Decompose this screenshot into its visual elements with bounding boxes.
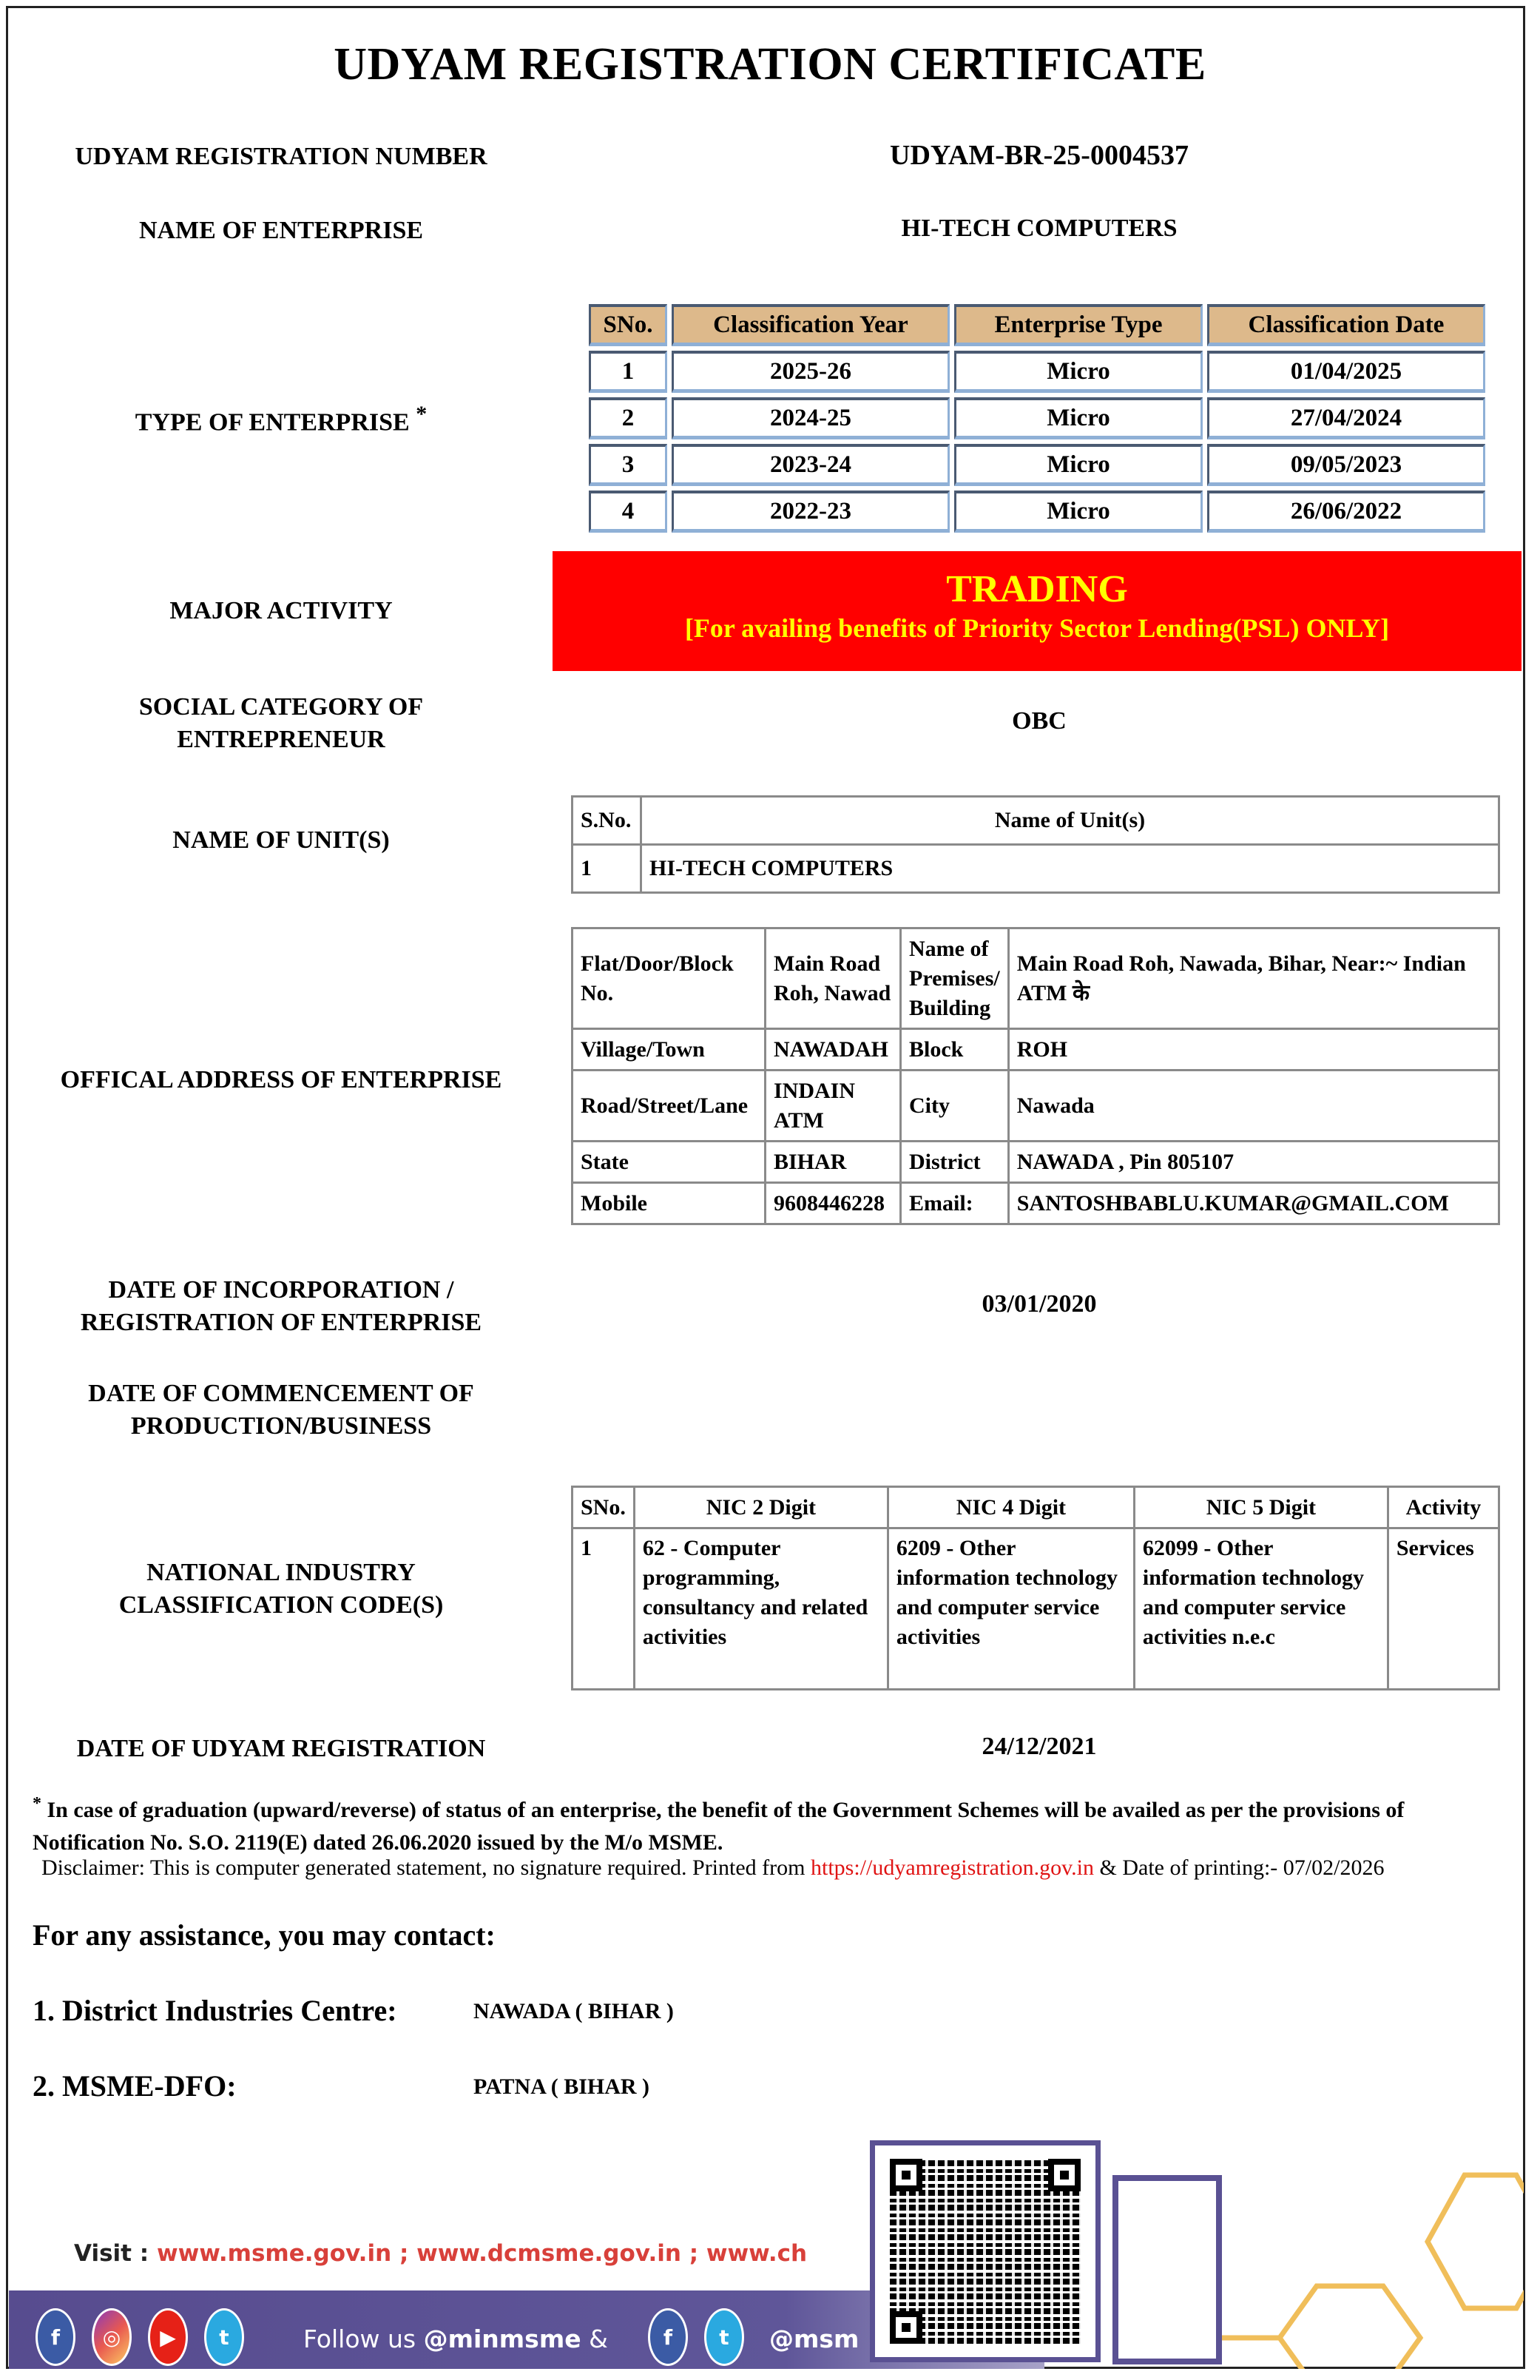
cell-value: NAWADA , Pin 805107 xyxy=(1008,1142,1499,1183)
social-category-label-line2: ENTREPRENEUR xyxy=(177,726,385,753)
cell-key: District xyxy=(901,1142,1009,1183)
follow-amp: & xyxy=(581,2325,608,2353)
cell-key: Name of Premises/ Building xyxy=(901,928,1009,1029)
contact-dic-label: 1. District Industries Centre: xyxy=(33,1994,397,2027)
enterprise-name-label: NAME OF ENTERPRISE xyxy=(138,217,424,244)
cell-sno: 3 xyxy=(589,444,667,486)
follow-handle-minmsme[interactable]: @minmsme xyxy=(423,2325,581,2353)
col-header-type: Enterprise Type xyxy=(954,304,1203,346)
enterprise-type-label-text: TYPE OF ENTERPRISE xyxy=(135,408,410,436)
nic-label-line2: CLASSIFICATION CODE(S) xyxy=(118,1591,444,1619)
assistance-heading: For any assistance, you may contact: xyxy=(33,1918,496,1952)
social-category-value: OBC xyxy=(1012,707,1067,735)
col-header-nic4: NIC 4 Digit xyxy=(888,1487,1134,1528)
cell-nic4: 6209 - Other information technology and computer service activities xyxy=(888,1528,1134,1690)
footnote-text: In case of graduation (upward/reverse) of status of an enterprise, the benefit of the Government Schemes will be availed as per the provisions of Notification No. S.O. 2119(E) dated 26.06.2020 issued by the M/o MSME. xyxy=(33,1798,1405,1855)
cell-key: State xyxy=(573,1142,766,1183)
col-header-date: Classification Date xyxy=(1207,304,1485,346)
cell-type: Micro xyxy=(954,351,1203,393)
visit-prefix: Visit : xyxy=(74,2240,157,2267)
certificate-title: UDYAM REGISTRATION CERTIFICATE xyxy=(334,39,1206,90)
disclaimer-suffix: & Date of printing:- 07/02/2026 xyxy=(1094,1855,1385,1880)
col-header-sno: SNo. xyxy=(573,1487,635,1528)
cell-value: BIHAR xyxy=(766,1142,901,1183)
cell-sno: 2 xyxy=(589,397,667,439)
col-header-nic5: NIC 5 Digit xyxy=(1134,1487,1388,1528)
cell-date: 09/05/2023 xyxy=(1207,444,1485,486)
cell-value: Main Road Roh, Nawada, Bihar, Near:~ Indian ATM के xyxy=(1008,928,1499,1029)
table-row xyxy=(589,444,1485,486)
col-header-sno: SNo. xyxy=(589,304,667,346)
udyam-date-label: DATE OF UDYAM REGISTRATION xyxy=(76,1735,486,1762)
cell-date: 01/04/2025 xyxy=(1207,351,1485,393)
follow-prefix: Follow us xyxy=(303,2325,424,2353)
cell-key: Email: xyxy=(901,1183,1009,1224)
cell-value: Nawada xyxy=(1008,1071,1499,1142)
visit-links xyxy=(74,2240,807,2267)
email-value: SANTOSHBABLU.KUMAR@GMAIL.COM xyxy=(1008,1183,1499,1224)
commencement-label-line2: PRODUCTION/BUSINESS xyxy=(130,1412,432,1440)
contact-dic-value: NAWADA ( BIHAR ) xyxy=(473,1999,674,2023)
major-activity-label: MAJOR ACTIVITY xyxy=(169,597,393,624)
major-activity-note: [For availing benefits of Priority Sector Lending(PSL) ONLY] xyxy=(684,613,1390,643)
instagram-icon[interactable]: ◎ xyxy=(92,2308,132,2366)
col-header-unit-name: Name of Unit(s) xyxy=(641,797,1499,845)
cell-value: 9608446228 xyxy=(766,1183,901,1224)
disclaimer xyxy=(41,1855,1521,1881)
cell-key: Mobile xyxy=(573,1183,766,1224)
cell-key: Village/Town xyxy=(573,1029,766,1071)
major-activity-box xyxy=(553,551,1522,671)
hexagon-shape xyxy=(1428,2175,1524,2308)
cell-value: Main Road Roh, Nawad xyxy=(766,928,901,1029)
cell-nic2: 62 - Computer programming, consultancy and related activities xyxy=(634,1528,888,1690)
nic-header-row xyxy=(573,1487,1499,1528)
cell-sno: 4 xyxy=(589,491,667,533)
address-label: OFFICAL ADDRESS OF ENTERPRISE xyxy=(60,1066,502,1093)
nic-label xyxy=(30,1557,533,1622)
graduation-footnote xyxy=(33,1787,1512,1859)
photo-placeholder-box xyxy=(1112,2175,1222,2364)
udyam-date-value: 24/12/2021 xyxy=(982,1733,1097,1760)
cell-key: Block xyxy=(901,1029,1009,1071)
cell-value: INDAIN ATM xyxy=(766,1071,901,1142)
units-table xyxy=(571,795,1500,894)
cell-year: 2022-23 xyxy=(672,491,950,533)
cell-type: Micro xyxy=(954,397,1203,439)
cell-activity: Services xyxy=(1388,1528,1499,1690)
nic-table xyxy=(571,1486,1500,1690)
social-category-label-line1: SOCIAL CATEGORY OF xyxy=(138,693,424,721)
incorporation-date: 03/01/2020 xyxy=(982,1290,1097,1318)
qr-finder-pattern xyxy=(1048,2159,1081,2191)
commencement-label xyxy=(30,1378,533,1443)
follow-handle-msme-text[interactable]: @msm xyxy=(769,2325,860,2353)
cell-sno: 1 xyxy=(573,1528,635,1690)
registration-number-label: UDYAM REGISTRATION NUMBER xyxy=(75,143,487,170)
table-row xyxy=(573,845,1499,893)
footnote-asterisk: * xyxy=(33,1794,41,1813)
nic-label-line1: NATIONAL INDUSTRY xyxy=(146,1559,416,1586)
col-header-sno: S.No. xyxy=(573,797,641,845)
table-row xyxy=(573,1142,1499,1183)
classification-table xyxy=(584,300,1490,537)
units-header-row xyxy=(573,797,1499,845)
follow-handle-msme xyxy=(769,2325,859,2353)
cell-type: Micro xyxy=(954,491,1203,533)
table-row xyxy=(573,1029,1499,1071)
hexagon-shape xyxy=(1280,2286,1420,2369)
enterprise-name-value: HI-TECH COMPUTERS xyxy=(901,215,1178,242)
cell-nic5: 62099 - Other information technology and computer service activities n.e.c xyxy=(1134,1528,1388,1690)
col-header-nic2: NIC 2 Digit xyxy=(634,1487,888,1528)
facebook-icon[interactable]: f xyxy=(36,2308,75,2366)
classification-header-row xyxy=(589,304,1485,346)
contact-msme-dfo-label: 2. MSME-DFO: xyxy=(33,2069,237,2103)
cell-sno: 1 xyxy=(589,351,667,393)
major-activity-value: TRADING xyxy=(946,568,1128,610)
qr-code[interactable] xyxy=(890,2159,1081,2344)
cell-key: City xyxy=(901,1071,1009,1142)
table-row xyxy=(573,1071,1499,1142)
contact-msme-dfo-value: PATNA ( BIHAR ) xyxy=(473,2074,650,2099)
youtube-icon[interactable]: ▶ xyxy=(148,2308,188,2366)
cell-date: 27/04/2024 xyxy=(1207,397,1485,439)
incorporation-label xyxy=(30,1274,533,1339)
facebook-icon[interactable]: f xyxy=(648,2308,688,2366)
table-row xyxy=(589,351,1485,393)
qr-finder-pattern xyxy=(890,2311,922,2344)
incorporation-label-line1: DATE OF INCORPORATION / xyxy=(108,1276,454,1304)
units-label: NAME OF UNIT(S) xyxy=(172,826,390,854)
table-row xyxy=(589,491,1485,533)
table-row xyxy=(589,397,1485,439)
cell-year: 2023-24 xyxy=(672,444,950,486)
twitter-icon[interactable]: t xyxy=(204,2308,244,2366)
cell-year: 2025-26 xyxy=(672,351,950,393)
cell-key: Road/Street/Lane xyxy=(573,1071,766,1142)
cell-key: Flat/Door/Block No. xyxy=(573,928,766,1029)
col-header-year: Classification Year xyxy=(672,304,950,346)
cell-value: ROH xyxy=(1008,1029,1499,1071)
qr-finder-pattern xyxy=(890,2159,922,2191)
qr-code-box xyxy=(870,2140,1101,2362)
cell-sno: 1 xyxy=(573,845,641,893)
commencement-label-line1: DATE OF COMMENCEMENT OF xyxy=(88,1380,474,1407)
table-row xyxy=(573,1183,1499,1224)
enterprise-type-label xyxy=(30,398,533,439)
twitter-icon[interactable]: t xyxy=(704,2308,744,2366)
cell-unit-name: HI-TECH COMPUTERS xyxy=(641,845,1499,893)
table-row xyxy=(573,1528,1499,1690)
follow-us-text xyxy=(303,2325,608,2353)
col-header-activity: Activity xyxy=(1388,1487,1499,1528)
cell-year: 2024-25 xyxy=(672,397,950,439)
visit-urls[interactable]: www.msme.gov.in ; www.dcmsme.gov.in ; www.ch xyxy=(156,2240,808,2267)
registration-number-value: UDYAM-BR-25-0004537 xyxy=(890,140,1189,171)
enterprise-type-asterisk: * xyxy=(416,402,428,426)
cell-value: NAWADAH xyxy=(766,1029,901,1071)
table-row xyxy=(573,928,1499,1029)
udyam-portal-link[interactable]: https://udyamregistration.gov.in xyxy=(810,1855,1094,1880)
cell-type: Micro xyxy=(954,444,1203,486)
disclaimer-prefix: Disclaimer: This is computer generated statement, no signature required. Printed from xyxy=(41,1855,811,1880)
cell-date: 26/06/2022 xyxy=(1207,491,1485,533)
incorporation-label-line2: REGISTRATION OF ENTERPRISE xyxy=(80,1309,482,1336)
address-table xyxy=(571,927,1500,1225)
hexagon-decoration xyxy=(1213,2145,1524,2369)
social-category-label xyxy=(30,691,533,756)
